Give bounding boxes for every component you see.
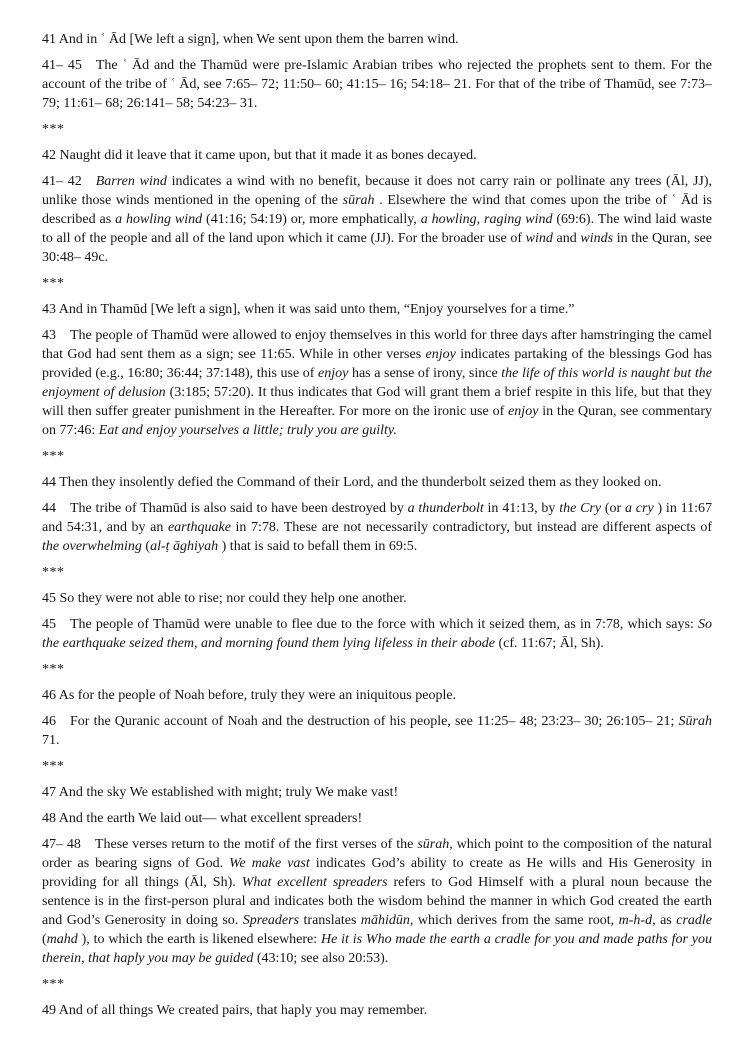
text-run: in the Quran, see commentary on 77:46:: [42, 404, 713, 438]
verse-47: [42, 783, 712, 802]
text-run: indicates God’s ability to create as He wills and His Generosity in providing for all things (Āl, Sh).: [42, 856, 712, 890]
text-run: 43 And in Thamūd [We left a sign], when it was said unto them, “Enjoy yourselves for a time.”: [42, 302, 575, 317]
text-run: 47 And the sky We established with might; truly We make vast!: [42, 785, 399, 800]
text-run: in 41:13, by: [483, 501, 560, 516]
section-separator: [42, 975, 712, 994]
text-run: 45 So they were not able to rise; nor could they help one another.: [42, 591, 407, 606]
verse-49: [42, 1001, 712, 1020]
commentary-44: [42, 499, 712, 556]
text-run: indicates a wind with no benefit, because it does not carry rain or pollinate any trees (Āl, JJ), unlike those winds mentioned in the opening of the: [42, 174, 713, 208]
italic-text-run: sūrah,: [417, 837, 453, 852]
italic-text-run: m-h-d,: [618, 913, 656, 928]
italic-text-run: wind: [525, 231, 553, 246]
text-run: 46 For the Quranic account of Noah and the destruction of his people, see 11:25– 48; 23:23– 30; 26:105– 21;: [42, 714, 679, 729]
text-run: which point to the composition of the natural order as bearing signs of God.: [42, 837, 712, 871]
verse-46: [42, 686, 712, 705]
italic-text-run: He it is Who made the earth a cradle for you and made paths for you therein, that haply you may be guided: [42, 932, 712, 966]
text-run: 48 And the earth We laid out— what excellent spreaders!: [42, 811, 363, 826]
text-run: refers to God Himself with a plural noun because the sentence is in the first-person plural and indicates both the wisdom behind the manner in which God created the earth and God’s Generosity in doing so.: [42, 875, 712, 928]
italic-text-run: mahd: [46, 932, 78, 947]
text-run: and: [552, 231, 581, 246]
text-run: ***: [42, 122, 65, 137]
text-run: 41– 42: [42, 174, 96, 189]
text-run: (3:185; 57:20). It thus indicates that God will grant them a brief respite in this life, but that they will then suffer greater punishment in the Hereafter. For more on the ironic use of: [42, 385, 712, 419]
text-run: (: [42, 932, 47, 947]
text-run: ) that is said to befall them in 69:5.: [218, 539, 418, 554]
text-run: (or: [601, 501, 626, 516]
verse-48: [42, 809, 712, 828]
italic-text-run: enjoy: [425, 347, 456, 362]
text-run: 41 And in ʿ Ād [We left a sign], when We sent upon them the barren wind.: [42, 32, 459, 47]
italic-text-run: a thunderbolt: [407, 501, 484, 516]
italic-text-run: māhidūn,: [360, 913, 414, 928]
text-run: ) in 11:67 and 54:31, and by an: [42, 501, 712, 535]
verse-42: [42, 146, 712, 165]
text-run: (43:10; see also 20:53).: [253, 951, 389, 966]
italic-text-run: We make vast: [229, 856, 310, 871]
commentary-46: [42, 712, 712, 750]
italic-text-run: the overwhelming: [42, 539, 142, 554]
verse-44: [42, 473, 712, 492]
italic-text-run: a howling, raging wind: [420, 212, 553, 227]
text-run: ***: [42, 565, 65, 580]
text-run: in 7:78. These are not necessarily contradictory, but instead are different aspects of: [230, 520, 712, 535]
text-run: 41– 45 The ʿ Ād and the Thamūd were pre-Islamic Arabian tribes who rejected the prophets sent to them. For the account of the tribe of ʿ Ād, see 7:65– 72; 11:50– 60; 41:15– 16; 54:18– 21. For that of the tribe of Thamūd, see 7:73– 79; 11:61– 68; 26:141– 58; 54:23– 31.: [42, 58, 712, 111]
text-run: (41:16; 54:19) or, more emphatically,: [202, 212, 421, 227]
italic-text-run: sūrah: [342, 193, 375, 208]
text-run: ), to which the earth is likened elsewhere:: [77, 932, 321, 947]
italic-text-run: enjoy: [508, 404, 539, 419]
italic-text-run: What excellent spreaders: [241, 875, 388, 890]
text-run: as: [655, 913, 677, 928]
italic-text-run: enjoy: [318, 366, 349, 381]
text-run: which derives from the same root,: [413, 913, 619, 928]
text-run: ***: [42, 276, 65, 291]
text-run: . Elsewhere the wind that comes upon the tribe of ʿ Ād is described as: [42, 193, 712, 227]
text-run: 45 The people of Thamūd were unable to flee due to the force with which it seized them, as in 7:78, which says:: [42, 617, 698, 632]
text-run: indicates partaking of the blessings God has provided (e.g., 16:80; 36:44; 37:148), this use of: [42, 347, 712, 381]
text-run: 71.: [42, 733, 60, 748]
text-run: ***: [42, 977, 65, 992]
text-run: 49 And of all things We created pairs, that haply you may remember.: [42, 1003, 428, 1018]
text-run: 44 The tribe of Thamūd is also said to have been destroyed by: [42, 501, 408, 516]
italic-text-run: earthquake: [167, 520, 231, 535]
italic-text-run: cradle: [676, 913, 712, 928]
commentary-41-45: [42, 56, 712, 113]
italic-text-run: Spreaders: [242, 913, 300, 928]
italic-text-run: the Cry: [559, 501, 602, 516]
italic-text-run: a howling wind: [115, 212, 203, 227]
italic-text-run: al-ṭ āghiyah: [150, 539, 219, 554]
commentary-45: [42, 615, 712, 653]
commentary-41-42: [42, 172, 712, 267]
text-run: 47– 48 These verses return to the motif of the first verses of the: [42, 837, 418, 852]
text-run: translates: [299, 913, 361, 928]
italic-text-run: winds: [580, 231, 614, 246]
commentary-47-48: [42, 835, 712, 968]
section-separator: [42, 120, 712, 139]
text-run: (: [141, 539, 151, 554]
text-run: in the Quran, see 30:48– 49c.: [42, 231, 712, 265]
verse-43: [42, 300, 712, 319]
italic-text-run: a cry: [625, 501, 654, 516]
text-run: 46 As for the people of Noah before, truly they were an iniquitous people.: [42, 688, 457, 703]
text-run: (cf. 11:67; Āl, Sh).: [494, 636, 604, 651]
section-separator: [42, 660, 712, 679]
verse-45: [42, 589, 712, 608]
text-run: 42 Naught did it leave that it came upon, but that it made it as bones decayed.: [42, 148, 477, 163]
italic-text-run: Barren wind: [95, 174, 167, 189]
document-body: [42, 30, 712, 1020]
italic-text-run: Eat and enjoy yourselves a little; truly you are guilty.: [98, 423, 397, 438]
text-run: ***: [42, 449, 65, 464]
italic-text-run: the life of this world is naught but the enjoyment of delusion: [42, 366, 712, 400]
text-run: ***: [42, 662, 65, 677]
verse-41: [42, 30, 712, 49]
commentary-43: [42, 326, 712, 440]
text-run: 44 Then they insolently defied the Command of their Lord, and the thunderbolt seized them as they looked on.: [42, 475, 662, 490]
section-separator: [42, 447, 712, 466]
text-run: ***: [42, 759, 65, 774]
text-run: (69:6). The wind laid waste to all of the people and all of the land upon which it came (JJ). For the broader use of: [42, 212, 712, 246]
italic-text-run: So the earthquake seized them, and morning found them lying lifeless in their abode: [42, 617, 712, 651]
section-separator: [42, 563, 712, 582]
section-separator: [42, 757, 712, 776]
section-separator: [42, 274, 712, 293]
text-run: 43 The people of Thamūd were allowed to enjoy themselves in this world for three days after hamstringing the camel that God had sent them as a sign; see 11:65. While in other verses: [42, 328, 712, 362]
italic-text-run: Sūrah: [678, 714, 712, 729]
text-run: has a sense of irony, since: [348, 366, 502, 381]
